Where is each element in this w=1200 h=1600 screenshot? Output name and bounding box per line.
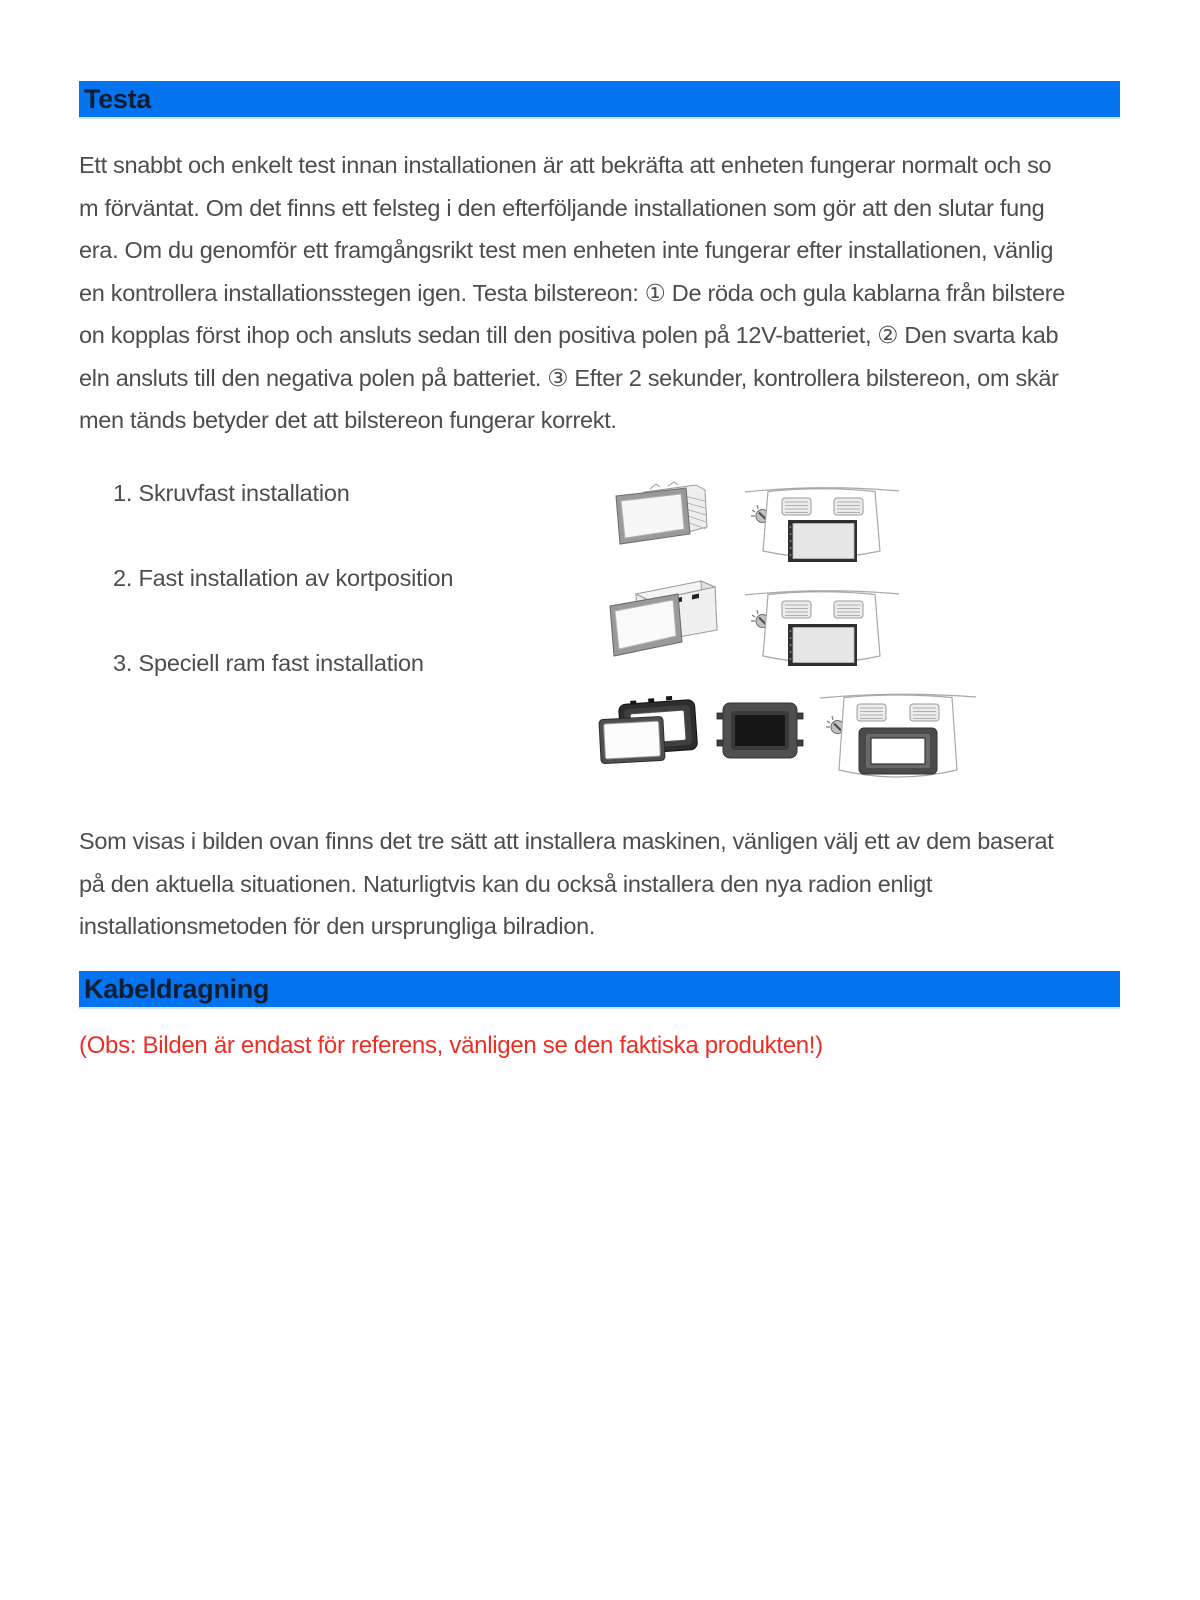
text-line: on kopplas först ihop och ansluts sedan till den positiva polen på 12V-batteriet, ② Den svarta kab bbox=[79, 322, 1059, 348]
paragraph-method-choice bbox=[79, 820, 1054, 948]
text-line: Ett snabbt och enkelt test innan installationen är att bekräfta att enheten fungerar normalt och so bbox=[79, 152, 1052, 178]
text-line: en kontrollera installationsstegen igen. Testa bilstereon: ① De röda och gula kablarna från bilstere bbox=[79, 279, 1066, 306]
text-line: era. Om du genomför ett framgångsrikt test men enheten inte fungerar efter installationen, vänlig bbox=[79, 237, 1054, 263]
text-line: installationsmetoden för den ursprungliga bilradion. bbox=[79, 913, 596, 939]
head-unit-with-mounting-sleeve-icon bbox=[606, 568, 728, 666]
head-unit-with-mounting-cage-icon bbox=[610, 480, 722, 554]
text-line: på den aktuella situationen. Naturligtvis kan du också installera den nya radion enligt bbox=[79, 870, 933, 897]
reference-note: (Obs: Bilden är endast för referens, vänligen se den faktiska produkten!) bbox=[79, 1032, 823, 1059]
install-method-1: 1. Skruvfast installation bbox=[113, 480, 350, 506]
dashboard-with-special-frame-icon bbox=[818, 688, 978, 790]
install-method-3: 3. Speciell ram fast installation bbox=[113, 650, 424, 676]
section-header-testa bbox=[79, 81, 1120, 119]
dashboard-with-installed-unit-icon bbox=[743, 582, 901, 674]
paragraph-test-instructions bbox=[79, 144, 1065, 442]
text-line: Som visas i bilden ovan finns det tre sätt att installera maskinen, vänligen välj ett av dem baserat bbox=[79, 828, 1054, 854]
special-mounting-frame-icon bbox=[714, 700, 806, 762]
section-header-kabeldragning bbox=[79, 971, 1120, 1009]
text-line: men tänds betyder det att bilstereon fungerar korrekt. bbox=[79, 407, 617, 433]
section-title: Testa bbox=[84, 84, 152, 114]
dashboard-with-installed-unit-icon bbox=[743, 479, 901, 569]
text-line: m förväntat. Om det finns ett felsteg i den efterföljande installationen som gör att den slutar fung bbox=[79, 194, 1045, 221]
section-title: Kabeldragning bbox=[84, 974, 270, 1004]
text-line: eln ansluts till den negativa polen på batteriet. ③ Efter 2 sekunder, kontrollera bilstereon, om skär bbox=[79, 364, 1059, 391]
install-method-2: 2. Fast installation av kortposition bbox=[113, 565, 454, 591]
screen-with-trim-frame-icon bbox=[598, 696, 700, 768]
